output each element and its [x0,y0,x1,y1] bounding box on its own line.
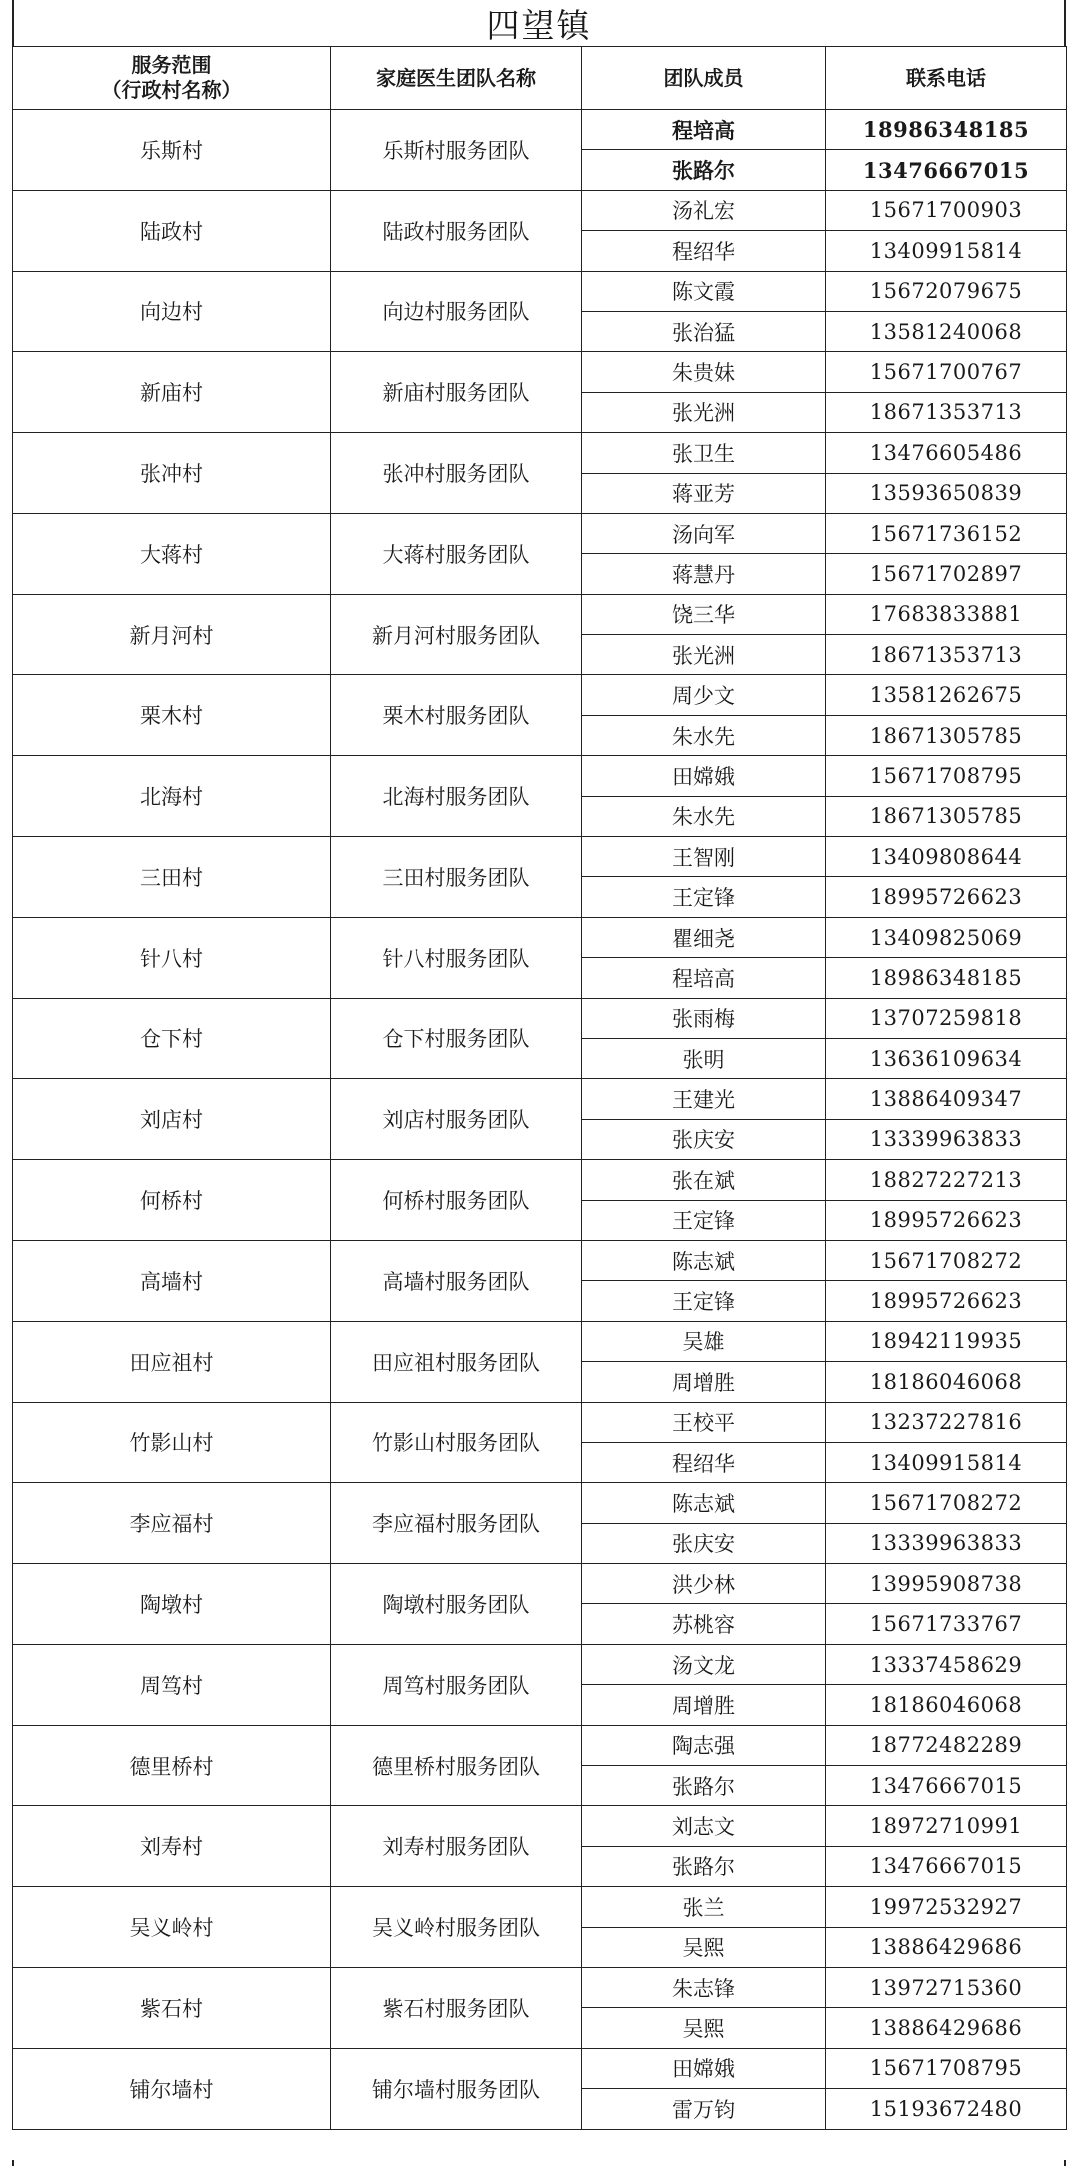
phone-cell: 13581262675 [826,675,1067,715]
member-name-cell: 程培高 [582,110,826,150]
header-members: 团队成员 [582,47,826,110]
member-name-cell: 吴熙 [582,2008,826,2048]
phone-cell: 18772482289 [826,1725,1067,1765]
village-cell: 新庙村 [13,352,331,433]
member-name-cell: 陶志强 [582,1725,826,1765]
village-cell: 高墙村 [13,1240,331,1321]
team-name-cell: 栗木村服务团队 [331,675,582,756]
team-name-cell: 三田村服务团队 [331,837,582,918]
phone-cell: 18986348185 [826,110,1067,150]
table-row [13,1967,1067,2007]
phone-cell: 18186046068 [826,1685,1067,1725]
phone-cell: 13476667015 [826,1766,1067,1806]
team-name-cell: 乐斯村服务团队 [331,110,582,191]
member-name-cell: 田嫦娥 [582,2048,826,2088]
team-name-cell: 北海村服务团队 [331,756,582,837]
member-name-cell: 雷万钧 [582,2089,826,2129]
header-team: 家庭医生团队名称 [331,47,582,110]
member-name-cell: 程绍华 [582,1442,826,1482]
team-name-cell: 向边村服务团队 [331,271,582,352]
phone-cell: 13886429686 [826,1927,1067,1967]
team-name-cell: 针八村服务团队 [331,917,582,998]
phone-cell: 18671353713 [826,635,1067,675]
table-row [13,271,1067,311]
phone-cell: 18995726623 [826,877,1067,917]
member-name-cell: 苏桃容 [582,1604,826,1644]
phone-cell: 15671733767 [826,1604,1067,1644]
phone-cell: 18186046068 [826,1362,1067,1402]
table-row [13,190,1067,230]
member-name-cell: 王定锋 [582,877,826,917]
phone-cell: 15671708795 [826,2048,1067,2088]
village-cell: 德里桥村 [13,1725,331,1806]
village-cell: 向边村 [13,271,331,352]
phone-cell: 18995726623 [826,1281,1067,1321]
table-row [13,1644,1067,1684]
member-name-cell: 张治猛 [582,311,826,351]
phone-cell: 13237227816 [826,1402,1067,1442]
phone-cell: 13886429686 [826,2008,1067,2048]
team-name-cell: 刘寿村服务团队 [331,1806,582,1887]
member-name-cell: 朱志锋 [582,1967,826,2007]
member-name-cell: 洪少林 [582,1564,826,1604]
village-cell: 吴义岭村 [13,1887,331,1968]
team-name-cell: 何桥村服务团队 [331,1160,582,1241]
phone-cell: 15672079675 [826,271,1067,311]
member-name-cell: 周少文 [582,675,826,715]
member-name-cell: 张路尔 [582,1846,826,1886]
table-row [13,1806,1067,1846]
member-name-cell: 王校平 [582,1402,826,1442]
village-cell: 仓下村 [13,998,331,1079]
table-row [13,352,1067,392]
member-name-cell: 张光洲 [582,392,826,432]
team-name-cell: 大蒋村服务团队 [331,513,582,594]
phone-cell: 18942119935 [826,1321,1067,1361]
table-row [13,513,1067,553]
member-name-cell: 蒋慧丹 [582,554,826,594]
table-row [13,2048,1067,2088]
table-row [13,675,1067,715]
table-row [13,756,1067,796]
phone-cell: 18671305785 [826,715,1067,755]
team-name-cell: 周笃村服务团队 [331,1644,582,1725]
header-phone: 联系电话 [826,47,1067,110]
team-name-cell: 田应祖村服务团队 [331,1321,582,1402]
team-name-cell: 紫石村服务团队 [331,1967,582,2048]
phone-cell: 15671708795 [826,756,1067,796]
table-row [13,1887,1067,1927]
village-cell: 陆政村 [13,190,331,271]
phone-cell: 13409915814 [826,1442,1067,1482]
team-name-cell: 仓下村服务团队 [331,998,582,1079]
village-cell: 三田村 [13,837,331,918]
member-name-cell: 陈志斌 [582,1240,826,1280]
village-cell: 大蒋村 [13,513,331,594]
phone-cell: 13409915814 [826,231,1067,271]
team-name-cell: 吴义岭村服务团队 [331,1887,582,1968]
village-cell: 田应祖村 [13,1321,331,1402]
phone-cell: 18671353713 [826,392,1067,432]
phone-cell: 15671700903 [826,190,1067,230]
phone-cell: 13339963833 [826,1119,1067,1159]
member-name-cell: 张路尔 [582,150,826,190]
team-name-cell: 张冲村服务团队 [331,433,582,514]
member-name-cell: 程培高 [582,958,826,998]
phone-cell: 13339963833 [826,1523,1067,1563]
team-name-cell: 高墙村服务团队 [331,1240,582,1321]
village-cell: 紫石村 [13,1967,331,2048]
phone-cell: 18986348185 [826,958,1067,998]
village-cell: 栗木村 [13,675,331,756]
member-name-cell: 瞿细尧 [582,917,826,957]
phone-cell: 15671708272 [826,1483,1067,1523]
member-name-cell: 陈文霞 [582,271,826,311]
member-name-cell: 刘志文 [582,1806,826,1846]
member-name-cell: 周增胜 [582,1362,826,1402]
phone-cell: 13593650839 [826,473,1067,513]
village-cell: 周笃村 [13,1644,331,1725]
village-cell: 针八村 [13,917,331,998]
member-name-cell: 汤礼宏 [582,190,826,230]
team-name-cell: 德里桥村服务团队 [331,1725,582,1806]
table-row [13,917,1067,957]
table-row [13,1402,1067,1442]
member-name-cell: 张明 [582,1038,826,1078]
table-body [13,110,1067,2130]
team-table-sheet [12,0,1066,2130]
member-name-cell: 张光洲 [582,635,826,675]
phone-cell: 13581240068 [826,311,1067,351]
phone-cell: 13707259818 [826,998,1067,1038]
phone-cell: 17683833881 [826,594,1067,634]
member-name-cell: 王智刚 [582,837,826,877]
phone-cell: 15671736152 [826,513,1067,553]
village-cell: 陶墩村 [13,1564,331,1645]
village-cell: 新月河村 [13,594,331,675]
phone-cell: 13409825069 [826,917,1067,957]
page-title: 四望镇 [12,0,1066,46]
member-name-cell: 张兰 [582,1887,826,1927]
member-name-cell: 吴雄 [582,1321,826,1361]
phone-cell: 18671305785 [826,796,1067,836]
member-name-cell: 朱贵妹 [582,352,826,392]
phone-cell: 13972715360 [826,1967,1067,2007]
doctor-team-table [12,46,1067,2130]
member-name-cell: 张庆安 [582,1523,826,1563]
phone-cell: 15671708272 [826,1240,1067,1280]
phone-cell: 13886409347 [826,1079,1067,1119]
team-name-cell: 新庙村服务团队 [331,352,582,433]
village-cell: 刘寿村 [13,1806,331,1887]
table-row [13,1079,1067,1119]
header-row [13,47,1067,110]
phone-cell: 13409808644 [826,837,1067,877]
table-continuation-edge [12,2160,1066,2166]
table-row [13,1564,1067,1604]
member-name-cell: 王建光 [582,1079,826,1119]
table-row [13,1321,1067,1361]
phone-cell: 18995726623 [826,1200,1067,1240]
phone-cell: 18827227213 [826,1160,1067,1200]
phone-cell: 15671700767 [826,352,1067,392]
table-row [13,1725,1067,1765]
phone-cell: 15671702897 [826,554,1067,594]
team-name-cell: 铺尔墙村服务团队 [331,2048,582,2129]
member-name-cell: 周增胜 [582,1685,826,1725]
member-name-cell: 张卫生 [582,433,826,473]
village-cell: 乐斯村 [13,110,331,191]
header-scope-line1: 服务范围 [131,53,212,77]
member-name-cell: 陈志斌 [582,1483,826,1523]
header-scope [13,47,331,110]
table-row [13,594,1067,634]
village-cell: 李应福村 [13,1483,331,1564]
team-name-cell: 陶墩村服务团队 [331,1564,582,1645]
member-name-cell: 张雨梅 [582,998,826,1038]
member-name-cell: 汤文龙 [582,1644,826,1684]
village-cell: 张冲村 [13,433,331,514]
member-name-cell: 程绍华 [582,231,826,271]
team-name-cell: 刘店村服务团队 [331,1079,582,1160]
phone-cell: 13337458629 [826,1644,1067,1684]
table-row [13,1240,1067,1280]
member-name-cell: 王定锋 [582,1281,826,1321]
village-cell: 竹影山村 [13,1402,331,1483]
village-cell: 铺尔墙村 [13,2048,331,2129]
phone-cell: 13636109634 [826,1038,1067,1078]
member-name-cell: 汤向军 [582,513,826,553]
member-name-cell: 朱水先 [582,715,826,755]
phone-cell: 18972710991 [826,1806,1067,1846]
member-name-cell: 吴熙 [582,1927,826,1967]
member-name-cell: 朱水先 [582,796,826,836]
table-row [13,110,1067,150]
member-name-cell: 张庆安 [582,1119,826,1159]
member-name-cell: 王定锋 [582,1200,826,1240]
table-row [13,837,1067,877]
header-scope-line2: （行政村名称） [101,78,242,102]
phone-cell: 13995908738 [826,1564,1067,1604]
phone-cell: 19972532927 [826,1887,1067,1927]
table-row [13,1160,1067,1200]
village-cell: 北海村 [13,756,331,837]
team-name-cell: 竹影山村服务团队 [331,1402,582,1483]
member-name-cell: 田嫦娥 [582,756,826,796]
village-cell: 何桥村 [13,1160,331,1241]
member-name-cell: 饶三华 [582,594,826,634]
village-cell: 刘店村 [13,1079,331,1160]
table-row [13,433,1067,473]
team-name-cell: 李应福村服务团队 [331,1483,582,1564]
table-row [13,998,1067,1038]
member-name-cell: 张在斌 [582,1160,826,1200]
phone-cell: 13476605486 [826,433,1067,473]
phone-cell: 13476667015 [826,1846,1067,1886]
phone-cell: 13476667015 [826,150,1067,190]
member-name-cell: 张路尔 [582,1766,826,1806]
phone-cell: 15193672480 [826,2089,1067,2129]
member-name-cell: 蒋亚芳 [582,473,826,513]
team-name-cell: 新月河村服务团队 [331,594,582,675]
team-name-cell: 陆政村服务团队 [331,190,582,271]
table-row [13,1483,1067,1523]
